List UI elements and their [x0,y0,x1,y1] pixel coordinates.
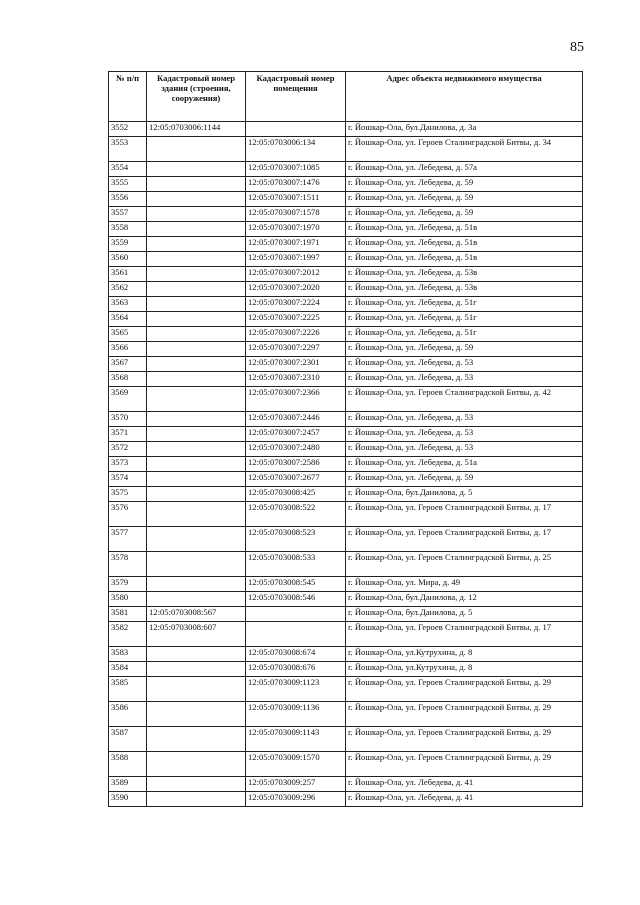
row-number-cell: 3585 [109,677,147,702]
row-number-cell: 3587 [109,727,147,752]
row-number-cell: 3561 [109,267,147,282]
room-cadastral-cell: 12:05:0703008:425 [246,487,346,502]
room-cadastral-cell: 12:05:0703008:533 [246,552,346,577]
row-number-cell: 3563 [109,297,147,312]
address-cell: г. Йошкар-Ола, бул.Данилова, д. 5 [346,487,583,502]
room-cadastral-cell: 12:05:0703009:1570 [246,752,346,777]
building-cadastral-cell [147,222,246,237]
building-cadastral-cell [147,412,246,427]
row-number-cell: 3555 [109,177,147,192]
table-row [109,592,583,607]
table-row [109,372,583,387]
table-row [109,137,583,162]
room-cadastral-cell: 12:05:0703009:296 [246,792,346,807]
building-cadastral-cell [147,457,246,472]
row-number-cell: 3575 [109,487,147,502]
building-cadastral-cell [147,267,246,282]
table-row [109,502,583,527]
table-row [109,677,583,702]
room-cadastral-cell: 12:05:0703007:2225 [246,312,346,327]
address-cell: г. Йошкар-Ола, ул. Героев Сталинградской Битвы, д. 29 [346,702,583,727]
building-cadastral-cell [147,372,246,387]
room-cadastral-cell: 12:05:0703008:546 [246,592,346,607]
address-cell: г. Йошкар-Ола, ул. Лебедева, д. 53в [346,267,583,282]
address-cell: г. Йошкар-Ола, ул. Героев Сталинградской Битвы, д. 42 [346,387,583,412]
table-row [109,527,583,552]
address-cell: г. Йошкар-Ола, ул. Лебедева, д. 53 [346,442,583,457]
address-cell: г. Йошкар-Ола, ул. Лебедева, д. 51в [346,237,583,252]
header-room-cadastral-number: Кадастровый номер помещения [246,72,346,122]
room-cadastral-cell: 12:05:0703007:2020 [246,282,346,297]
building-cadastral-cell [147,327,246,342]
table-row [109,207,583,222]
table-row [109,752,583,777]
address-cell: г. Йошкар-Ола, ул. Героев Сталинградской Битвы, д. 17 [346,622,583,647]
address-cell: г. Йошкар-Ола, ул. Лебедева, д. 53в [346,282,583,297]
room-cadastral-cell: 12:05:0703007:1578 [246,207,346,222]
table-row [109,472,583,487]
address-cell: г. Йошкар-Ола, ул. Лебедева, д. 59 [346,207,583,222]
room-cadastral-cell [246,622,346,647]
address-cell: г. Йошкар-Ола, ул. Героев Сталинградской Битвы, д. 29 [346,727,583,752]
row-number-cell: 3562 [109,282,147,297]
row-number-cell: 3581 [109,607,147,622]
room-cadastral-cell: 12:05:0703007:2224 [246,297,346,312]
table-row [109,312,583,327]
building-cadastral-cell [147,312,246,327]
row-number-cell: 3579 [109,577,147,592]
address-cell: г. Йошкар-Ола, ул. Лебедева, д. 51г [346,312,583,327]
table-row [109,457,583,472]
row-number-cell: 3557 [109,207,147,222]
row-number-cell: 3560 [109,252,147,267]
address-cell: г. Йошкар-Ола, ул. Героев Сталинградской Битвы, д. 17 [346,502,583,527]
table-row [109,237,583,252]
address-cell: г. Йошкар-Ола, ул. Лебедева, д. 53 [346,427,583,442]
room-cadastral-cell: 12:05:0703008:676 [246,662,346,677]
address-cell: г. Йошкар-Ола, ул. Лебедева, д. 41 [346,777,583,792]
table-row [109,607,583,622]
table-row [109,577,583,592]
building-cadastral-cell [147,487,246,502]
building-cadastral-cell [147,552,246,577]
building-cadastral-cell [147,592,246,607]
row-number-cell: 3569 [109,387,147,412]
room-cadastral-cell: 12:05:0703007:2480 [246,442,346,457]
address-cell: г. Йошкар-Ола, ул. Лебедева, д. 51в [346,222,583,237]
address-cell: г. Йошкар-Ола, ул. Героев Сталинградской Битвы, д. 34 [346,137,583,162]
building-cadastral-cell [147,502,246,527]
table-body [109,122,583,807]
room-cadastral-cell: 12:05:0703007:2012 [246,267,346,282]
address-cell: г. Йошкар-Ола, ул. Лебедева, д. 41 [346,792,583,807]
building-cadastral-cell [147,527,246,552]
row-number-cell: 3571 [109,427,147,442]
room-cadastral-cell: 12:05:0703008:674 [246,647,346,662]
room-cadastral-cell: 12:05:0703007:1970 [246,222,346,237]
row-number-cell: 3576 [109,502,147,527]
building-cadastral-cell [147,777,246,792]
address-cell: г. Йошкар-Ола, ул. Лебедева, д. 59 [346,177,583,192]
building-cadastral-cell [147,252,246,267]
page-number: 85 [570,40,584,55]
address-cell: г. Йошкар-Ола, ул. Лебедева, д. 59 [346,342,583,357]
row-number-cell: 3573 [109,457,147,472]
row-number-cell: 3588 [109,752,147,777]
table-row [109,177,583,192]
building-cadastral-cell: 12:05:0703006:1144 [147,122,246,137]
building-cadastral-cell [147,702,246,727]
table-row [109,412,583,427]
address-cell: г. Йошкар-Ола, ул. Героев Сталинградской Битвы, д. 25 [346,552,583,577]
row-number-cell: 3556 [109,192,147,207]
room-cadastral-cell: 12:05:0703009:1123 [246,677,346,702]
address-cell: г. Йошкар-Ола, ул.Кутрухина, д. 8 [346,662,583,677]
building-cadastral-cell [147,192,246,207]
table-row [109,327,583,342]
table-row [109,647,583,662]
building-cadastral-cell [147,207,246,222]
address-cell: г. Йошкар-Ола, ул. Лебедева, д. 51г [346,297,583,312]
table-row [109,662,583,677]
table-row [109,552,583,577]
table-row [109,727,583,752]
room-cadastral-cell: 12:05:0703008:522 [246,502,346,527]
table-row [109,387,583,412]
row-number-cell: 3552 [109,122,147,137]
building-cadastral-cell [147,162,246,177]
row-number-cell: 3583 [109,647,147,662]
address-cell: г. Йошкар-Ола, бул.Данилова, д. 3а [346,122,583,137]
row-number-cell: 3559 [109,237,147,252]
row-number-cell: 3584 [109,662,147,677]
address-cell: г. Йошкар-Ола, ул. Лебедева, д. 53 [346,357,583,372]
address-cell: г. Йошкар-Ола, бул.Данилова, д. 5 [346,607,583,622]
building-cadastral-cell [147,677,246,702]
room-cadastral-cell: 12:05:0703007:2226 [246,327,346,342]
room-cadastral-cell: 12:05:0703007:2457 [246,427,346,442]
room-cadastral-cell: 12:05:0703009:1143 [246,727,346,752]
building-cadastral-cell [147,282,246,297]
room-cadastral-cell: 12:05:0703007:2446 [246,412,346,427]
row-number-cell: 3577 [109,527,147,552]
row-number-cell: 3565 [109,327,147,342]
building-cadastral-cell [147,752,246,777]
room-cadastral-cell: 12:05:0703007:2677 [246,472,346,487]
room-cadastral-cell [246,122,346,137]
room-cadastral-cell: 12:05:0703007:1971 [246,237,346,252]
row-number-cell: 3590 [109,792,147,807]
room-cadastral-cell: 12:05:0703007:1511 [246,192,346,207]
table-row [109,357,583,372]
building-cadastral-cell [147,342,246,357]
building-cadastral-cell [147,137,246,162]
address-cell: г. Йошкар-Ола, ул. Лебедева, д. 53 [346,372,583,387]
table-row [109,162,583,177]
cadastral-register-table [108,71,583,807]
table-row [109,702,583,727]
address-cell: г. Йошкар-Ола, ул. Лебедева, д. 59 [346,472,583,487]
table-row [109,622,583,647]
address-cell: г. Йошкар-Ола, ул. Лебедева, д. 59 [346,192,583,207]
building-cadastral-cell [147,727,246,752]
row-number-cell: 3564 [109,312,147,327]
header-building-cadastral-number: Кадастровый номер здания (строения, сооружения) [147,72,246,122]
building-cadastral-cell [147,357,246,372]
room-cadastral-cell: 12:05:0703007:1085 [246,162,346,177]
row-number-cell: 3570 [109,412,147,427]
row-number-cell: 3558 [109,222,147,237]
building-cadastral-cell [147,577,246,592]
room-cadastral-cell: 12:05:0703008:545 [246,577,346,592]
address-cell: г. Йошкар-Ола, ул. Лебедева, д. 57а [346,162,583,177]
building-cadastral-cell [147,297,246,312]
room-cadastral-cell [246,607,346,622]
table-row [109,267,583,282]
room-cadastral-cell: 12:05:0703007:2586 [246,457,346,472]
room-cadastral-cell: 12:05:0703007:1997 [246,252,346,267]
address-cell: г. Йошкар-Ола, ул. Лебедева, д. 51в [346,252,583,267]
table-row [109,192,583,207]
building-cadastral-cell [147,472,246,487]
table-row [109,122,583,137]
table-row [109,342,583,357]
room-cadastral-cell: 12:05:0703007:2297 [246,342,346,357]
address-cell: г. Йошкар-Ола, ул. Лебедева, д. 51а [346,457,583,472]
building-cadastral-cell [147,237,246,252]
table-header-row [109,72,583,122]
address-cell: г. Йошкар-Ола, ул. Героев Сталинградской Битвы, д. 29 [346,752,583,777]
row-number-cell: 3589 [109,777,147,792]
building-cadastral-cell [147,647,246,662]
address-cell: г. Йошкар-Ола, ул. Героев Сталинградской Битвы, д. 29 [346,677,583,702]
table-row [109,792,583,807]
header-address: Адрес объекта недвижимого имущества [346,72,583,122]
address-cell: г. Йошкар-Ола, ул. Героев Сталинградской Битвы, д. 17 [346,527,583,552]
building-cadastral-cell: 12:05:0703008:607 [147,622,246,647]
row-number-cell: 3578 [109,552,147,577]
row-number-cell: 3582 [109,622,147,647]
address-cell: г. Йошкар-Ола, бул.Данилова, д. 12 [346,592,583,607]
table-row [109,252,583,267]
room-cadastral-cell: 12:05:0703006:134 [246,137,346,162]
table-row [109,487,583,502]
table-row [109,222,583,237]
row-number-cell: 3572 [109,442,147,457]
row-number-cell: 3574 [109,472,147,487]
address-cell: г. Йошкар-Ола, ул. Лебедева, д. 53 [346,412,583,427]
row-number-cell: 3580 [109,592,147,607]
building-cadastral-cell: 12:05:0703008:567 [147,607,246,622]
room-cadastral-cell: 12:05:0703007:2301 [246,357,346,372]
table-row [109,442,583,457]
room-cadastral-cell: 12:05:0703008:523 [246,527,346,552]
table-row [109,777,583,792]
address-cell: г. Йошкар-Ола, ул. Мира, д. 49 [346,577,583,592]
row-number-cell: 3554 [109,162,147,177]
room-cadastral-cell: 12:05:0703009:257 [246,777,346,792]
building-cadastral-cell [147,662,246,677]
building-cadastral-cell [147,442,246,457]
row-number-cell: 3568 [109,372,147,387]
building-cadastral-cell [147,387,246,412]
table-row [109,297,583,312]
building-cadastral-cell [147,792,246,807]
row-number-cell: 3553 [109,137,147,162]
room-cadastral-cell: 12:05:0703007:2366 [246,387,346,412]
table-row [109,427,583,442]
header-number: № п/п [109,72,147,122]
room-cadastral-cell: 12:05:0703007:1476 [246,177,346,192]
room-cadastral-cell: 12:05:0703007:2310 [246,372,346,387]
building-cadastral-cell [147,177,246,192]
row-number-cell: 3567 [109,357,147,372]
building-cadastral-cell [147,427,246,442]
row-number-cell: 3566 [109,342,147,357]
address-cell: г. Йошкар-Ола, ул. Лебедева, д. 51г [346,327,583,342]
table-row [109,282,583,297]
address-cell: г. Йошкар-Ола, ул.Кутрухина, д. 8 [346,647,583,662]
room-cadastral-cell: 12:05:0703009:1136 [246,702,346,727]
row-number-cell: 3586 [109,702,147,727]
